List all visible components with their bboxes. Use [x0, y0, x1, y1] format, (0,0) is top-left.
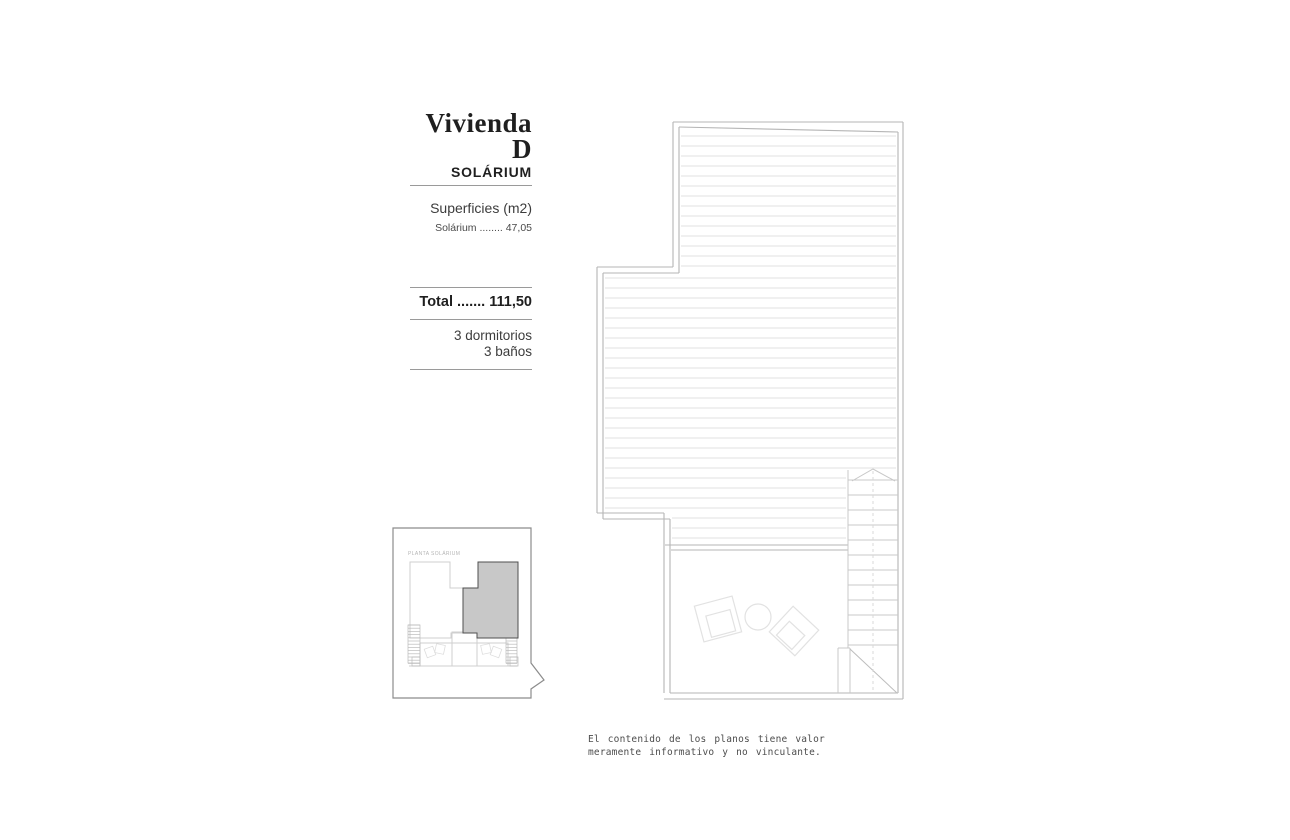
key-plan — [391, 526, 551, 704]
divider — [410, 369, 532, 370]
floor-subtitle: SOLÁRIUM — [450, 164, 532, 180]
disclaimer-line-2: meramente informativo y no vinculante. — [588, 747, 821, 758]
staircase — [838, 469, 898, 693]
seat-square-icon — [694, 596, 741, 642]
main-floor-plan — [595, 113, 910, 707]
disclaimer-line-1: El contenido de los planos tiene valor — [588, 734, 825, 745]
total-label: Total — [419, 294, 453, 310]
page-title: Vivienda D — [425, 108, 532, 164]
plan-walls — [597, 122, 903, 699]
round-table-icon — [745, 604, 771, 630]
features-block — [410, 320, 532, 369]
terrace-furniture — [694, 596, 818, 656]
total-dots: ....... — [457, 294, 486, 310]
seat-square-icon — [769, 606, 818, 655]
surface-row — [410, 223, 532, 234]
divider — [410, 185, 532, 186]
surface-value: 47,05 — [505, 222, 532, 234]
key-plan-label: PLANTA SOLÁRIUM — [408, 551, 461, 557]
disclaimer-text — [588, 733, 825, 759]
feature-bedrooms: 3 dormitorios — [453, 328, 532, 343]
solarium-hatch — [605, 136, 896, 538]
surface-dots: ........ — [479, 222, 503, 234]
title-block — [410, 110, 532, 370]
surface-label: Solárium — [435, 222, 477, 234]
surfaces-heading: Superficies (m2) — [430, 200, 532, 216]
total-row — [410, 288, 532, 319]
feature-bathrooms: 3 baños — [483, 344, 532, 359]
total-value: 111,50 — [489, 294, 532, 310]
